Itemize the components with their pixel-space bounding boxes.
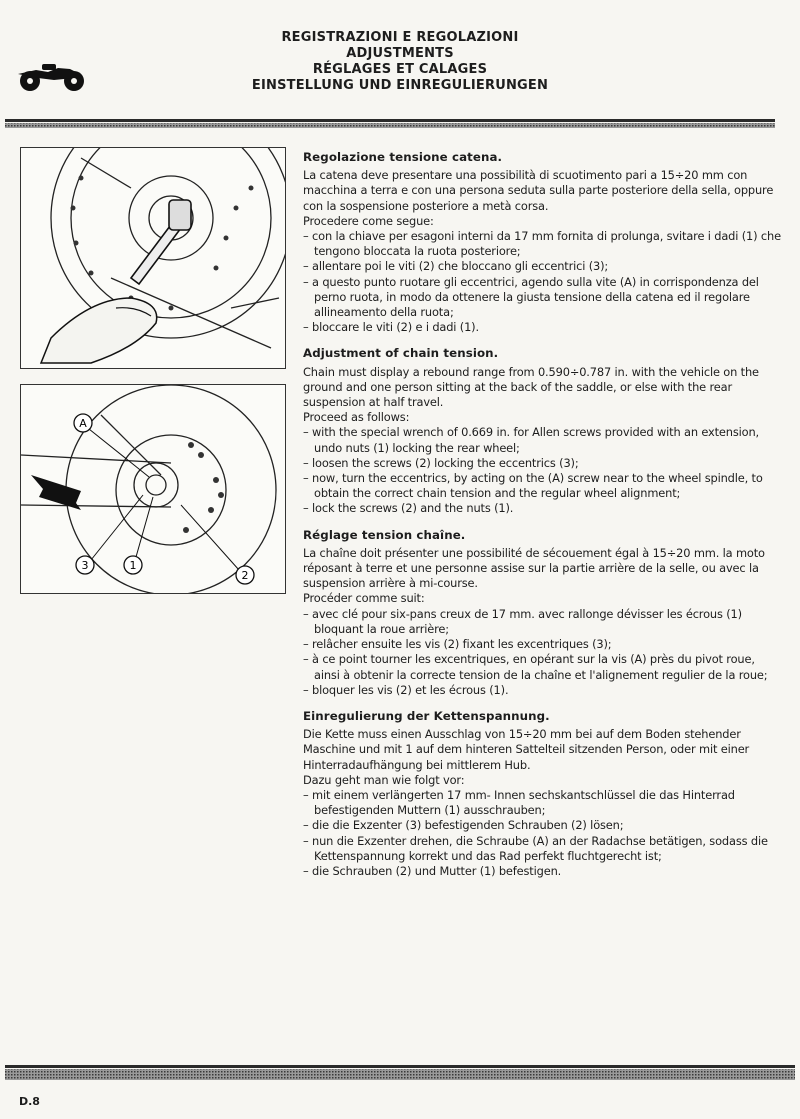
instructions-column bbox=[303, 150, 781, 890]
list-item: – loosen the screws (2) locking the eccentrics (3); bbox=[303, 455, 579, 470]
section-paragraph: Chain must display a rebound range from 0.590÷0.787 in. with the vehicle on the ground and one person sitting at the back of the saddle, or else with the rear suspension at half travel. bbox=[303, 364, 759, 410]
procedure-lead: Proceed as follows: bbox=[303, 410, 410, 425]
section-english bbox=[303, 346, 781, 516]
list-item: – à ce point tourner les excentriques, en opérant sur la vis (A) près du pivot roue, ainsi à obtenir la correcte tension de la chaîne et l'alignement regulier de la roue; bbox=[303, 652, 768, 682]
procedure-lead: Procedere come segue: bbox=[303, 213, 434, 228]
section-heading: Einregulierung der Kettenspannung. bbox=[303, 708, 550, 723]
list-item: – relâcher ensuite les vis (2) fixant les excentriques (3); bbox=[303, 637, 612, 652]
procedure-steps bbox=[303, 607, 781, 698]
section-german bbox=[303, 709, 781, 879]
section-italian bbox=[303, 150, 781, 335]
figure-chain-wrench bbox=[20, 147, 286, 369]
section-heading: Adjustment of chain tension. bbox=[303, 346, 499, 361]
list-item: – allentare poi le viti (2) che bloccano gli eccentrici (3); bbox=[303, 259, 609, 274]
section-heading: Réglage tension chaîne. bbox=[303, 527, 466, 542]
callout-2: 2 bbox=[241, 569, 249, 582]
procedure-lead: Dazu geht man wie folgt vor: bbox=[303, 772, 465, 787]
procedure-steps bbox=[303, 229, 781, 335]
procedure-steps bbox=[303, 425, 781, 516]
section-paragraph: Die Kette muss einen Ausschlag von 15÷20 mm bei auf dem Boden stehender Maschine und mit 1 auf dem hinteren Sattelteil sitzenden Person, oder mit einer Hinterradaufhängung bei mittlerem Hub. bbox=[303, 727, 750, 772]
procedure-steps bbox=[303, 788, 781, 879]
callout-3: 3 bbox=[81, 559, 89, 572]
list-item: – mit einem verlängerten 17 mm- Innen sechskantschlüssel die das Hinterrad befestigenden Muttern (1) ausschrauben; bbox=[303, 787, 735, 818]
list-item: – with the special wrench of 0.669 in. for Allen screws provided with an extension, undo nuts (1) locking the rear wheel; bbox=[303, 425, 760, 455]
list-item: – lock the screws (2) and the nuts (1). bbox=[303, 501, 514, 516]
title-italian: REGISTRAZIONI E REGOLAZIONI bbox=[281, 30, 519, 45]
section-paragraph: La catena deve presentare una possibilità di scuotimento pari a 15÷20 mm con macchina a terra e con una persona seduta sulla parte posteriore della sella, oppure con la sospensione posteriore a metà corsa. bbox=[303, 168, 774, 213]
figure-chain-adjuster bbox=[20, 384, 286, 594]
page-header bbox=[0, 0, 800, 130]
list-item: – now, turn the eccentrics, by acting on the (A) screw near to the wheel spindle, to obtain the correct chain tension and the regular wheel alignment; bbox=[303, 471, 763, 501]
callout-1: 1 bbox=[129, 559, 137, 572]
callout-A: A bbox=[79, 417, 87, 430]
list-item: – a questo punto ruotare gli eccentrici, agendo sulla vite (A) in corrispondenza del perno ruota, in modo da ottenere la giusta tensione della catena ed il regolare allineamento della ruota; bbox=[303, 274, 759, 320]
title-english: ADJUSTMENTS bbox=[346, 46, 454, 61]
list-item: – con la chiave per esagoni interni da 17 mm fornita di prolunga, svitare i dadi (1) che tengono bloccata la ruota posteriore; bbox=[303, 229, 781, 259]
title-german: EINSTELLUNG UND EINREGULIERUNGEN bbox=[251, 78, 549, 93]
page-number: D.8 bbox=[19, 1095, 40, 1108]
list-item: – bloquer les vis (2) et les écrous (1). bbox=[303, 682, 509, 697]
section-french bbox=[303, 528, 781, 698]
page-titles bbox=[230, 30, 570, 94]
list-item: – bloccare le viti (2) e i dadi (1). bbox=[303, 320, 479, 335]
title-french: RÉGLAGES ET CALAGES bbox=[312, 62, 488, 77]
section-paragraph: La chaîne doit présenter une possibilité de sécouement égal à 15÷20 mm. la moto réposant à terre et une personne assise sur la partie arrière de la selle, ou avec la suspension arrière à mi-course. bbox=[303, 545, 765, 591]
section-heading: Regolazione tensione catena. bbox=[303, 150, 503, 164]
motorcycle-icon bbox=[14, 60, 88, 94]
list-item: – nun die Exzenter drehen, die Schraube (A) an der Radachse betätigen, sodass die Kettenspannung korrekt und das Rad perfekt fluchtgerecht ist; bbox=[303, 833, 768, 863]
list-item: – die Schrauben (2) und Mutter (1) befestigen. bbox=[303, 863, 562, 878]
procedure-lead: Procéder comme suit: bbox=[303, 591, 425, 606]
footer-rule bbox=[5, 1065, 795, 1081]
header-rule bbox=[5, 119, 795, 129]
list-item: – die die Exzenter (3) befestigenden Schrauben (2) lösen; bbox=[303, 818, 624, 833]
list-item: – avec clé pour six-pans creux de 17 mm. avec rallonge dévisser les écrous (1) bloquant la roue arrière; bbox=[303, 606, 742, 636]
